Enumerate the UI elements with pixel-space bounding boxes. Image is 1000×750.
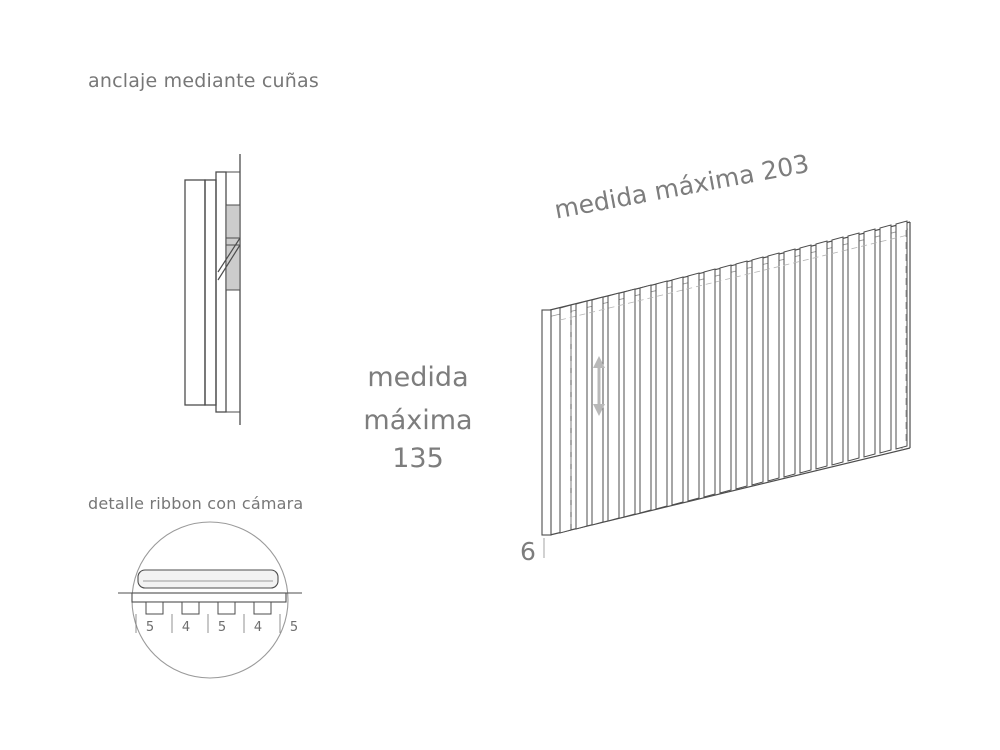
ribbon-dim-1: 4 [181, 620, 191, 635]
max-height-label-line2: máxima [363, 405, 473, 436]
slat-group [558, 180, 907, 533]
ribbon-dim-2: 5 [217, 620, 227, 635]
ribbon-dim-0: 5 [145, 620, 155, 635]
max-width-label: medida máxima 203 [552, 148, 812, 225]
max-height-label-line3: 135 [392, 443, 444, 474]
depth-label: 6 [520, 537, 536, 566]
ribbon-dim-3: 4 [253, 620, 263, 635]
anchor-detail-title: anclaje mediante cuñas [88, 70, 319, 92]
ribbon-dim-4: 5 [289, 620, 299, 635]
ribbon-detail-drawing [110, 515, 340, 695]
max-height-label-line1: medida [367, 362, 469, 393]
left-frame-post [542, 310, 551, 535]
anchor-section-drawing [160, 150, 320, 440]
ribbon-detail-title: detalle ribbon con cámara [88, 494, 304, 513]
